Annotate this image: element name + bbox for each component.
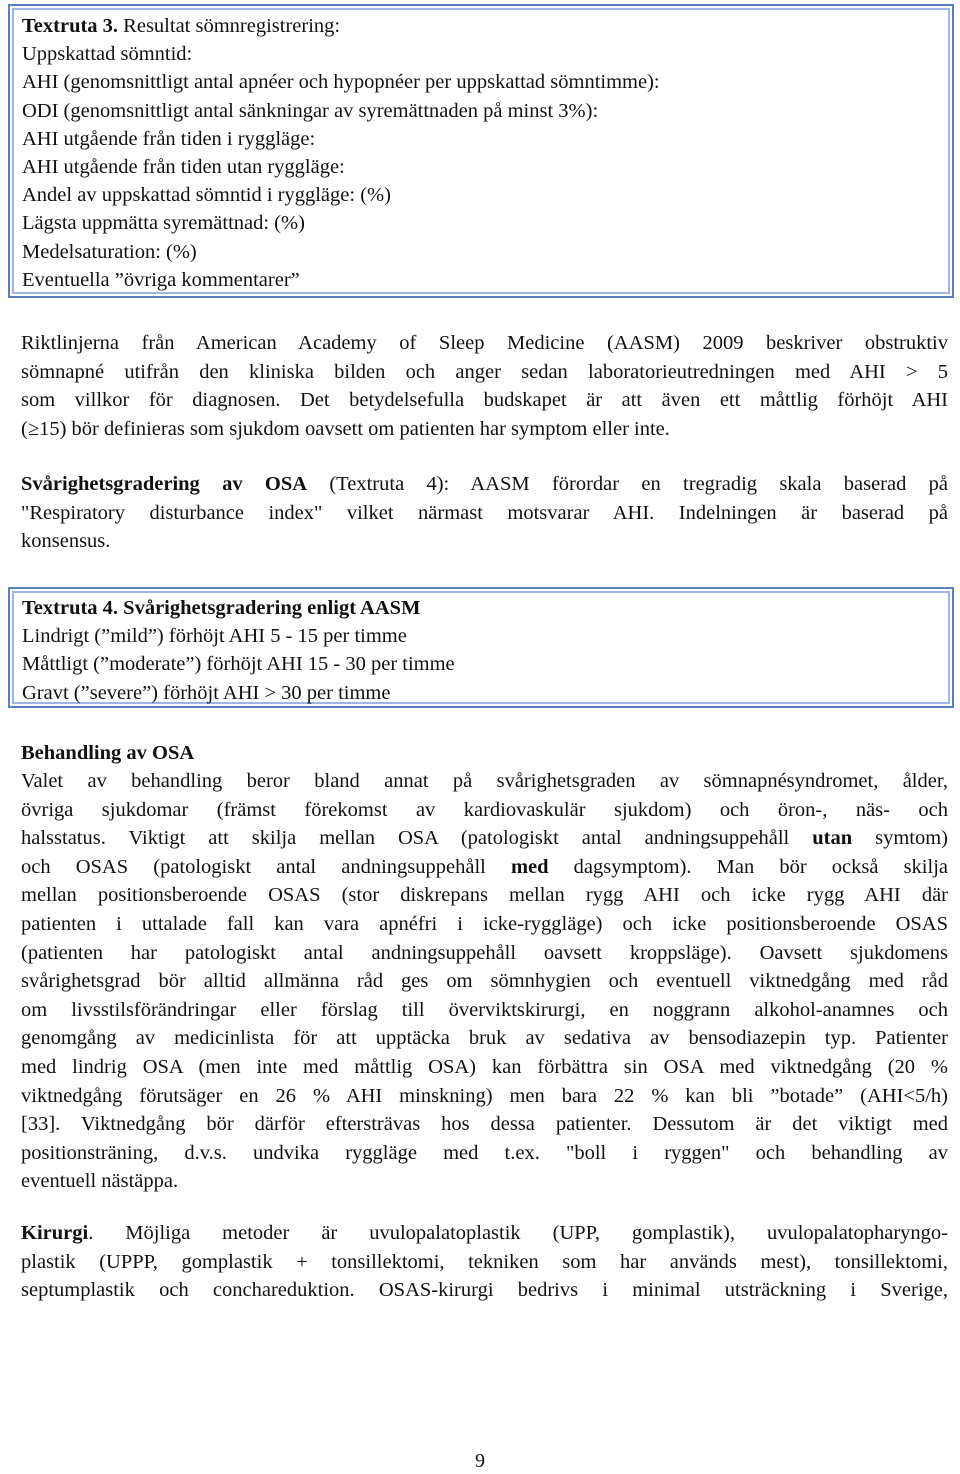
textruta-3-line: Andel av uppskattad sömntid i ryggläge: (%) (22, 184, 391, 207)
paragraph-line: om livsstilsförändringar eller förslag till överviktskirurgi, en noggrann alkohol-anamnes och (21, 998, 948, 1021)
textruta-4-heading (22, 594, 940, 622)
paragraph-line: (patienten har patologiskt antal andningsuppehåll oavsett kroppsläge). Oavsett sjukdomens (21, 941, 948, 964)
severity-lead: Svårighetsgradering av OSA (21, 473, 308, 495)
kirurgi-line1-rest: . Möjliga metoder är uvulopalatoplastik (UPP, gomplastik), uvulopalatopharyngo- (88, 1222, 948, 1244)
textruta-3-label: Textruta 3. (22, 15, 119, 37)
paragraph-line: [33]. Viktnedgång bör därför eftersträvas hos dessa patienter. Dessutom är det viktigt med (21, 1113, 948, 1136)
behandling-line4-b: dagsymptom). Man bör också skilja (548, 855, 948, 878)
paragraph-line: positionsträning, d.v.s. undvika ryggläge med t.ex. "boll i ryggen" och behandling av (21, 1141, 948, 1164)
paragraph-line (21, 824, 948, 853)
behandling-line4-a: och OSAS (patologiskt antal andningsuppehåll (21, 855, 511, 878)
paragraph-line (21, 1219, 948, 1248)
behandling-med: med (510, 855, 549, 878)
textruta-3-line: AHI (genomsnittligt antal apnéer och hypopnéer per uppskattad sömntimme): (22, 71, 660, 94)
textruta-3-line: Uppskattad sömntid: (22, 43, 193, 66)
paragraph-line: eventuell nästäppa. (21, 1170, 179, 1193)
paragraph-line: sömnapné utifrån den kliniska bilden och anger sedan laboratorieutredningen med AHI > 5 (21, 360, 948, 383)
textruta-4-line: Gravt (”severe”) förhöjt AHI > 30 per timme (22, 681, 391, 704)
textruta-3-line: Lägsta uppmätta syremättnad: (%) (22, 212, 305, 235)
severity-paragraph (21, 470, 948, 556)
paragraph-line: plastik (UPPP, gomplastik + tonsillektomi, tekniken som har används mest), tonsillektomi, (21, 1250, 948, 1273)
textruta-3-line: Medelsaturation: (%) (22, 240, 197, 263)
behandling-heading: Behandling av OSA (21, 742, 195, 764)
aasm-paragraph (21, 329, 948, 443)
paragraph-line: som villkor för diagnosen. Det betydelsefulla budskapet är att även ett måttlig förhöjt AHI (21, 389, 948, 412)
textruta-3-line: AHI utgående från tiden utan ryggläge: (22, 155, 345, 178)
behandling-line3-a: halsstatus. Viktigt att skilja mellan OSA (patologiskt antal andningsuppehåll (21, 827, 813, 850)
paragraph-line: viktnedgång förutsäger en 26 % AHI minskning) men bara 22 % kan bli ”botade” (AHI<5/h) (21, 1084, 948, 1107)
paragraph-line: "Respiratory disturbance index" vilket närmast motsvarar AHI. Indelningen är baserad på (21, 501, 948, 524)
textruta-3-line: ODI (genomsnittligt antal sänkningar av syremättnaden på minst 3%): (22, 99, 599, 122)
paragraph-line (21, 853, 948, 882)
textruta-3-heading (22, 12, 940, 40)
textruta-3-line: Eventuella ”övriga kommentarer” (22, 268, 300, 291)
textruta-4-line: Måttligt (”moderate”) förhöjt AHI 15 - 30 per timme (22, 653, 455, 676)
textruta-3-title: Resultat sömnregistrering: (118, 15, 341, 37)
paragraph-line: konsensus. (21, 530, 111, 553)
paragraph-line: Riktlinjerna från American Academy of Sleep Medicine (AASM) 2009 beskriver obstruktiv (21, 332, 948, 354)
textruta-3-box (8, 4, 954, 298)
page-number: 9 (475, 1450, 485, 1472)
behandling-utan: utan (812, 827, 853, 850)
paragraph-line: med lindrig OSA (men inte med måttlig OSA) kan förbättra sin OSA med viktnedgång (20 % (21, 1055, 948, 1078)
paragraph-line: genomgång av medicinlista för att upptäcka bruk av sedativa av bensodiazepin typ. Patienter (21, 1027, 948, 1050)
paragraph-line: (≥15) bör definieras som sjukdom oavsett om patienten har symptom eller inte. (21, 417, 670, 440)
kirurgi-paragraph (21, 1219, 948, 1305)
kirurgi-lead: Kirurgi (21, 1222, 89, 1244)
paragraph-line: patienten i uttalade fall kan vara apnéfri i icke-ryggläge) och icke positionsberoende OSAS (21, 912, 948, 935)
severity-line1-rest: (Textruta 4): AASM förordar en tregradig skala baserad på (307, 473, 948, 495)
textruta-4-title: Svårighetsgradering enligt AASM (118, 597, 421, 619)
textruta-4-label: Textruta 4. (22, 597, 119, 619)
paragraph-line: svårighetsgrad bör alltid allmänna råd ges om sömnhygien och eventuell viktnedgång med råd (21, 970, 948, 993)
behandling-paragraph (21, 767, 948, 1196)
textruta-4-box (8, 587, 954, 708)
paragraph-line (21, 470, 948, 499)
paragraph-line: septumplastik och conchareduktion. OSAS-kirurgi bedrivs i minimal utsträckning i Sverige, (21, 1279, 948, 1302)
textruta-3-line: AHI utgående från tiden i ryggläge: (22, 127, 316, 150)
textruta-4-line: Lindrigt (”mild”) förhöjt AHI 5 - 15 per timme (22, 625, 407, 648)
paragraph-line: övriga sjukdomar (främst förekomst av kardiovaskulär sjukdom) och öron-, näs- och (21, 798, 948, 821)
paragraph-line: Valet av behandling beror bland annat på svårighetsgraden av sömnapnésyndromet, ålder, (21, 770, 948, 792)
paragraph-line: mellan positionsberoende OSAS (stor diskrepans mellan rygg AHI och icke rygg AHI där (21, 884, 948, 907)
behandling-line3-b: symtom) (852, 827, 948, 850)
